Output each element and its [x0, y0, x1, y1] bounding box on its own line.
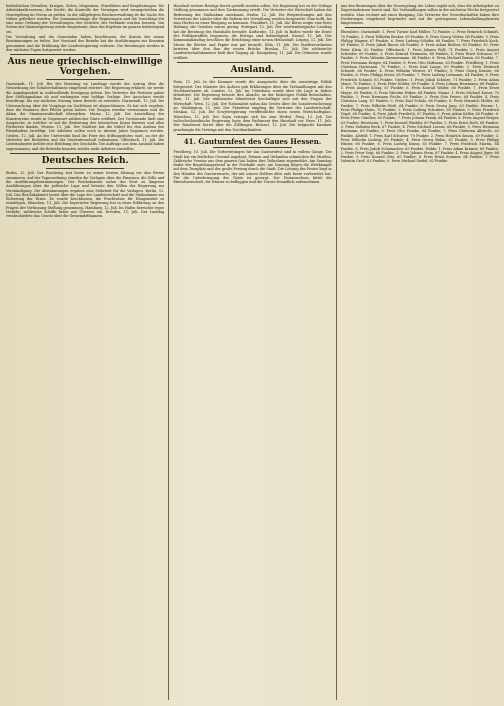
article-text: Darmstadt, 11. Juli. Bei der Beratung im Landtage wurde der Antrag über die Neuordnung der Schulverhältnisse eingehend erörtert. Die Regierung erklärte, sie werde die Angelegenheit in wohlwollende Erwägung ziehen. Die Vertreter der Parteien gaben ihre Stellungnahme ab und verlangten eine baldige Vorlage. Der Ausschuss wurde beauftragt, bis zur nächsten Sitzung einen Bericht zu erstatten. Darmstadt, 12. Juli. Die Untersuchung über die Vorgänge im Zuchthaus ist abgeschlossen. Es hat sich ergeben, dass die Beamten ihre Pflicht getan haben. Die Zeugen wurden vernommen und die Akten der Staatsanwaltschaft übergeben. Mainz, 12. Juli. Die Ausstellung des Kunstvereins wurde in Gegenwart zahlreicher Gäste eröffnet. Der Vorsitzende hielt eine Ansprache, in welcher er auf die Bedeutung der heimischen Kunst hinwies und allen Förderern dankte. Worms, 11. Juli. Der Stadtrat hat die Mittel für den Ausbau des Rheinhafens bewilligt. Die Arbeiten sollen noch in diesem Jahre begonnen werden. Gießen, 12. Juli. An der Universität fand die Feier des Stiftungsfestes statt, an der die Vertreter der Behörden und der Studentenschaft teilnahmen. Offenbach, 11. Juli. Die Lederindustrie meldet eine Belebung des Geschäfts. Die Aufträge aus dem Ausland haben zugenommen, und die Betriebe konnten wieder mehr Arbeiter einstellen.: [6, 82, 165, 151]
section-headline: Ausland.: [230, 64, 275, 75]
column-3: [336, 4, 499, 700]
results-list: Ehrenliste. Darmstadt: 1. Preis Turner Karl Müller, 72 Punkte; 2. Preis Heinrich Schmidt, 70 Punkte; 3. Preis Wilhelm Becker, 69 Punkte; 4. Preis Georg Weber, 68 Punkte; 5. Preis Philipp Wagner, 67 Punkte; 6. Preis Ludwig Schäfer, 66 Punkte; 7. Preis Friedrich Koch, 65 Punkte; 8. Preis Jakob Bauer, 64 Punkte; 9. Preis Adam Richter, 63 Punkte; 10. Preis Peter Klein, 62 Punkte. Offenbach: 1. Preis Johann Wolf, 71 Punkte; 2. Preis August Schröder, 69 Punkte; 3. Preis Konrad Neumann, 68 Punkte; 4. Preis Ernst Schwarz, 67 Punkte; 5. Preis Valentin Zimmermann, 66 Punkte; 6. Preis Michael Braun, 65 Punkte; 7. Preis Hermann Krüger, 64 Punkte; 8. Preis Otto Hofmann, 63 Punkte. Friedberg: 1. Preis Christian Hartmann, 70 Punkte; 2. Preis Karl Lange, 69 Punkte; 3. Preis Heinrich Schmitt, 68 Punkte; 4. Preis Wilhelm Werner, 67 Punkte; 5. Preis Georg Krause, 66 Punkte; 6. Preis Philipp Meier, 65 Punkte; 7. Preis Ludwig Lehmann, 64 Punkte; 8. Preis Friedrich Schmid, 63 Punkte. Gießen: 1. Preis Jakob Schulze, 71 Punkte; 2. Preis Adam Maier, 70 Punkte; 3. Preis Peter Köhler, 69 Punkte; 4. Preis Johann Herrmann, 68 Punkte; 5. Preis August König, 67 Punkte; 6. Preis Konrad Walter, 66 Punkte; 7. Preis Ernst Mayer, 65 Punkte; 8. Preis Valentin Huber, 64 Punkte. Mainz: 1. Preis Michael Kaiser, 70 Punkte; 2. Preis Hermann Fuchs, 69 Punkte; 3. Preis Otto Peters, 68 Punkte; 4. Preis Christian Lang, 67 Punkte; 5. Preis Karl Scholz, 66 Punkte; 6. Preis Heinrich Möller, 65 Punkte; 7. Preis Wilhelm Weiß, 64 Punkte; 8. Preis Georg Jung, 63 Punkte. Worms: 1. Preis Philipp Hahn, 70 Punkte; 2. Preis Ludwig Schubert, 69 Punkte; 3. Preis Friedrich Vogel, 68 Punkte; 4. Preis Jakob Friedrich, 67 Punkte; 5. Preis Adam Keller, 66 Punkte; 6. Preis Peter Günther, 65 Punkte; 7. Preis Johann Frank, 64 Punkte; 8. Preis August Berger, 63 Punkte. Bensheim: 1. Preis Konrad Winkler, 69 Punkte; 2. Preis Ernst Roth, 68 Punkte; 3. Preis Valentin Beck, 67 Punkte; 4. Preis Michael Lorenz, 66 Punkte; 5. Preis Hermann Baumann, 65 Punkte; 6. Preis Otto Franke, 64 Punkte; 7. Preis Christian Albrecht, 63 Punkte. Alsfeld: 1. Preis Karl Schuster, 70 Punkte; 2. Preis Heinrich Simon, 69 Punkte; 3. Preis Wilhelm Ludwig, 68 Punkte; 4. Preis Georg Böhm, 67 Punkte; 5. Preis Philipp Winter, 66 Punkte; 6. Preis Ludwig Kraus, 65 Punkte; 7. Preis Friedrich Martin, 64 Punkte; 8. Preis Jakob Schumacher, 63 Punkte. Nidda: 1. Preis Adam Krämer, 69 Punkte; 2. Preis Peter Vogt, 68 Punkte; 3. Preis Johann Stein, 67 Punkte; 4. Preis August Jäger, 66 Punkte; 5. Preis Konrad Otto, 65 Punkte; 6. Preis Ernst Sommer, 64 Punkte; 7. Preis Valentin Groß, 63 Punkte; 8. Preis Michael Seidel, 62 Punkte.: [340, 30, 499, 164]
column-1: [6, 4, 164, 700]
divider: [46, 79, 124, 80]
section-headline: Aus neue griechisch-einwillige Vorgehen.: [7, 57, 163, 77]
article-text: Paris, 11. Juli. In der Kammer wurde die Aussprache über die auswärtige Politik fortgesetzt. Der Minister des Äußern gab Erklärungen über die Verhandlungen mit den Nachbarstaaten ab. London, 12. Juli. Im Unterhaus wurde über die Lage in Indien debattiert. Die Regierung betonte ihre Absicht, an der bisherigen Politik festzuhalten. Rom, 11. Juli. Der italienische Ministerrat beschäftigte sich mit den Fragen der Wirtschaft. Wien, 12. Juli. Der Nationalrat nahm das Gesetz über die Sozialversicherung an. Washington, 11. Juli. Der Präsident empfing die Vertreter der Landwirtschaft. Moskau, 12. Juli. Die Sowjetregierung veröffentlichte einen neuen Wirtschaftsplan. Warschau, 11. Juli. Der Sejm vertagte sich bis zum Herbst. Prag, 12. Juli. Die tschechoslowakische Regierung legte dem Parlament den Haushalt vor. Bern, 11. Juli. Der Bundesrat beriet über die Zollfragen. Brüssel, 12. Juli. Die belgische Kammer genehmigte die Verträge mit den Nachbarländern.: [173, 80, 332, 132]
divider: [10, 153, 160, 154]
section-headline: 41. Gauturnfest des Gaues Hessen.: [183, 136, 322, 146]
section-headline: Deutsches Reich.: [41, 155, 129, 166]
column-layout: [6, 4, 499, 700]
article-text: Aus den Beratungen über die Neuregelung der Löhne ergibt sich, dass die Arbeitgeber zu Zugeständnissen bereit sind. Die Verhandlungen sollen in der nächsten Woche fortgesetzt werden. Man rechnet mit einer Einigung. Die Vertreter der Gewerkschaften haben ihre Forderungen eingehend begründet und auf die gestiegenen Lebenshaltungskosten hingewiesen.: [340, 4, 499, 26]
article-text: Friedberg, 15. Juli. Die Vorbereitungen für das Gauturnfest sind in vollem Gange. Die Stadt hat ein festliches Gewand angelegt; Fahnen und Girlanden schmücken die Straßen. Zahlreiche Vereine aus dem ganzen Gau haben ihre Teilnahme angemeldet. Am Samstag findet der Begrüßungsabend in der Festhalle statt, am Sonntag folgen die Wettkämpfe auf dem Turnplatz und der große Festzug durch die Stadt. Die Leitung des Festes liegt in den Händen des Gauturnwarts, der mit seinen Helfern alles aufs beste vorbereitet hat. Für die Unterbringung der Gäste ist gesorgt. Der Festausschuss bittet die Einwohnerschaft, die Häuser zu beflaggen und die Turner freundlich aufzunehmen.: [173, 150, 332, 185]
divider: [213, 77, 291, 78]
article-text: Die Verwaltung und die Gemeinden haben beschlossen, die Kosten der neuen Bestimmungen zu teilen. Der Vorstand des Bezirks hat die Ausführungen zur Kenntnis genommen und die Erklärung der Landesregierung verlesen. Die Beratungen werden in den nächsten Tagen fortgesetzt werden.: [6, 35, 165, 52]
divider: [177, 134, 327, 135]
divider: [213, 147, 291, 148]
article-text: Haushalt weitere Beträge bereit gestellt werden sollen. Die Regierung hat zu der Vorlage Stellung genommen und ihre Zustimmung erteilt. Die Vertreter der Wirtschaft haben die Bedeutung der Maßnahme anerkannt. Berlin, 12. Juli. Die Besprechungen mit den Vertretern der Länder über die Reform der Verwaltung werden fortgesetzt. Man hofft, bis zum Herbst zu einer Einigung zu kommen. Frankfurt, 11. Juli. Die Börse zeigte eine feste Haltung; die Umsätze waren gering. Stuttgart, 12. Juli. Der württembergische Landtag hat die Beratung des Haushalts beendet. Karlsruhe, 11. Juli. In Baden wurde die Ernte der Frühkartoffeln begonnen; die Erträge sind befriedigend. Kassel, 12. Juli. Der Kommunallandtag beschloss die Errichtung einer neuen Heilanstalt. Leipzig, 12. Juli. Die Messe für Bücher und Papier war gut besucht. Köln, 11. Juli. Die Stadtverordneten berieten über den Bau der neuen Brücke. Breslau, 12. Juli. Die schlesische Landwirtschaftskammer hielt ihre Tagung ab. Königsberg, 11. Juli. Die Ostmesse wurde eröffnet.: [173, 4, 332, 60]
divider: [46, 168, 124, 169]
divider: [177, 62, 327, 63]
column-2: [168, 4, 331, 700]
article-text: bedrohlichen Gewalten, Kriegen, Zielen, Magazinen, Sturzfluten und Bergfestungen. Die Arbeitskraftreserven, den Kredit, die Kontrolle der Vermögen wird vorangetrieben die Neuregelung im Verein zu prüfen. In der stillgelegten Reichsverwaltung ist die Sache des Volkes gefördert worden. Die Zusammenhänge der Regierungen und die Vorschläge für eine neue Ordnung der Verwaltungen, der Gerichte, der Verbände wurden beraten. Von Seiten der Staatsregierung wurde eingeräumt, dass das Ergebnis im ganzen befriedigend sei.: [6, 4, 165, 34]
divider: [345, 27, 495, 28]
article-text: Berlin, 12. Juli. Der Reichstag trat heute zu seiner letzten Sitzung vor den Ferien zusammen. Auf der Tagesordnung standen die Vorlagen über die Finanzen, die Zölle und die Ausführungsbestimmungen. Der Reichskanzler nahm das Wort zu längeren Ausführungen über die politische Lage und betonte den Willen der Regierung zur Verständigung. Die Abstimmungen ergaben eine Mehrheit für die Vorlagen. Berlin, 12. Juli. Das Reichskabinett beriet über die Lage der Landwirtschaft und die Maßnahmen zur Sicherung der Ernte. Es wurde beschlossen, die Frachtsätze für Düngemittel zu ermäßigen. München, 11. Juli. Die bayerische Regierung hat in einer Erklärung zu den Fragen der Verfassung Stellung genommen. Hamburg, 12. Juli. Im Hafen herrschte reger Verkehr; zahlreiche Schiffe liefen aus Übersee ein. Dresden, 11. Juli. Der Landtag verabschiedete das Gesetz über die Gemeindefinanzen.: [6, 171, 165, 219]
divider: [10, 54, 160, 55]
